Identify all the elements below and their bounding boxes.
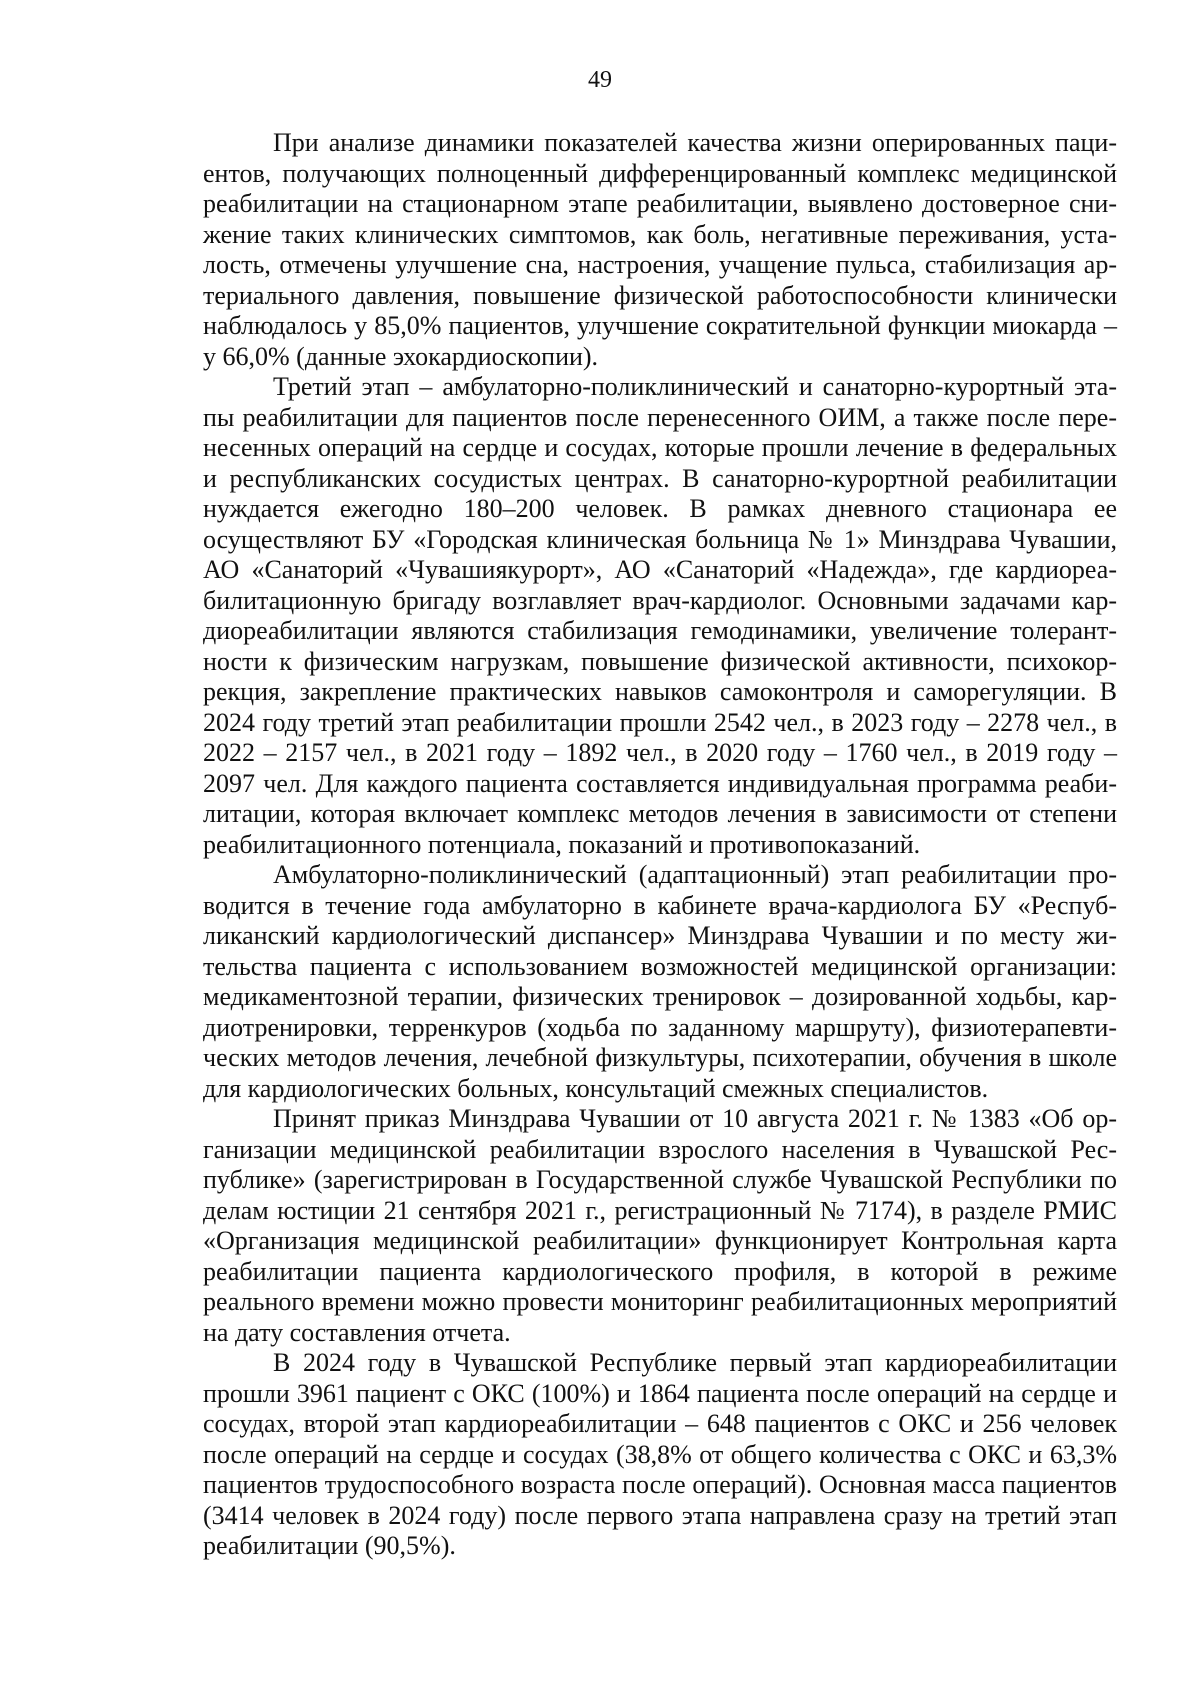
paragraph-third-stage: Третий этап – амбулаторно-поликлинический и санаторно-курортный этапы реабилитации для пациентов после перенесенного ОИМ, а также после перенесенных операций на сердце и сосудах, которые прошли лечение в федеральных и республиканских сосудистых центрах. В санаторно-курортной реабилитации нуждается ежегодно 180–200 человек. В рамках дневного стационара ее осуществляют БУ «Городская клиническая больница № 1» Минздрава Чувашии, АО «Санаторий «Чувашиякурорт», АО «Санаторий «Надежда», где кардиореабилитационную бригаду возглавляет врач-кардиолог. Основными задачами кардиореабилитации являются стабилизация гемодинамики, увеличение толерантности к физическим нагрузкам, повышение физической активности, психокоррекция, закрепление практических навыков самоконтроля и саморегуляции. В 2024 году третий этап реабилитации прошли 2542 чел., в 2023 году – 2278 чел., в 2022 – 2157 чел., в 2021 году – 1892 чел., в 2020 году – 1760 чел., в 2019 году – 2097 чел. Для каждого пациента составляется индивидуальная программа реабилитации, которая включает комплекс методов лечения в зависимости от степени реабилитационного потенциала, показаний и противопоказаний. [203, 372, 1117, 859]
paragraph-2024-statistics: В 2024 году в Чувашской Республике первый этап кардиореабилитации прошли 3961 пациент с ОКС (100%) и 1864 пациента после операций на сердце и сосудах, второй этап кардиореабилитации – 648 пациентов с ОКС и 256 человек после операций на сердце и сосудах (38,8% от общего количества с ОКС и 63,3% пациентов трудоспособного возраста после операций). Основная масса пациентов (3414 человек в 2024 году) после первого этапа направлена сразу на третий этап реабилитации (90,5%). [203, 1348, 1117, 1560]
paragraph-ministry-order: Принят приказ Минздрава Чувашии от 10 августа 2021 г. № 1383 «Об организации медицинской реабилитации взрослого населения в Чувашской Республике» (зарегистрирован в Государственной службе Чувашской Республики по делам юстиции 21 сентября 2021 г., регистрационный № 7174), в разделе РМИС «Организация медицинской реабилитации» функционирует Контрольная карта реабилитации пациента кардиологического профиля, в которой в режиме реального времени можно провести мониторинг реабилитационных мероприятий на дату составления отчета. [203, 1104, 1117, 1347]
paragraph-quality-of-life: При анализе динамики показателей качества жизни оперированных пациентов, получающих полноценный дифференцированный комплекс медицинской реабилитации на стационарном этапе реабилитации, выявлено достоверное снижение таких клинических симптомов, как боль, негативные переживания, усталость, отмечены улучшение сна, настроения, учащение пульса, стабилизация артериального давления, повышение физической работоспособности клинически наблюдалось у 85,0% пациентов, улучшение сократительной функции миокарда – у 66,0% (данные эхокардиоскопии). [203, 128, 1117, 371]
paragraph-outpatient-stage: Амбулаторно-поликлинический (адаптационный) этап реабилитации проводится в течение года амбулаторно в кабинете врача-кардиолога БУ «Республиканский кардиологический диспансер» Минздрава Чувашии и по месту жительства пациента с использованием возможностей медицинской организации: медикаментозной терапии, физических тренировок – дозированной ходьбы, кардиотренировки, терренкуров (ходьба по заданному маршруту), физиотерапевтических методов лечения, лечебной физкультуры, психотерапии, обучения в школе для кардиологических больных, консультаций смежных специалистов. [203, 860, 1117, 1103]
document-body [203, 128, 1117, 1562]
page-number: 49 [588, 67, 612, 93]
